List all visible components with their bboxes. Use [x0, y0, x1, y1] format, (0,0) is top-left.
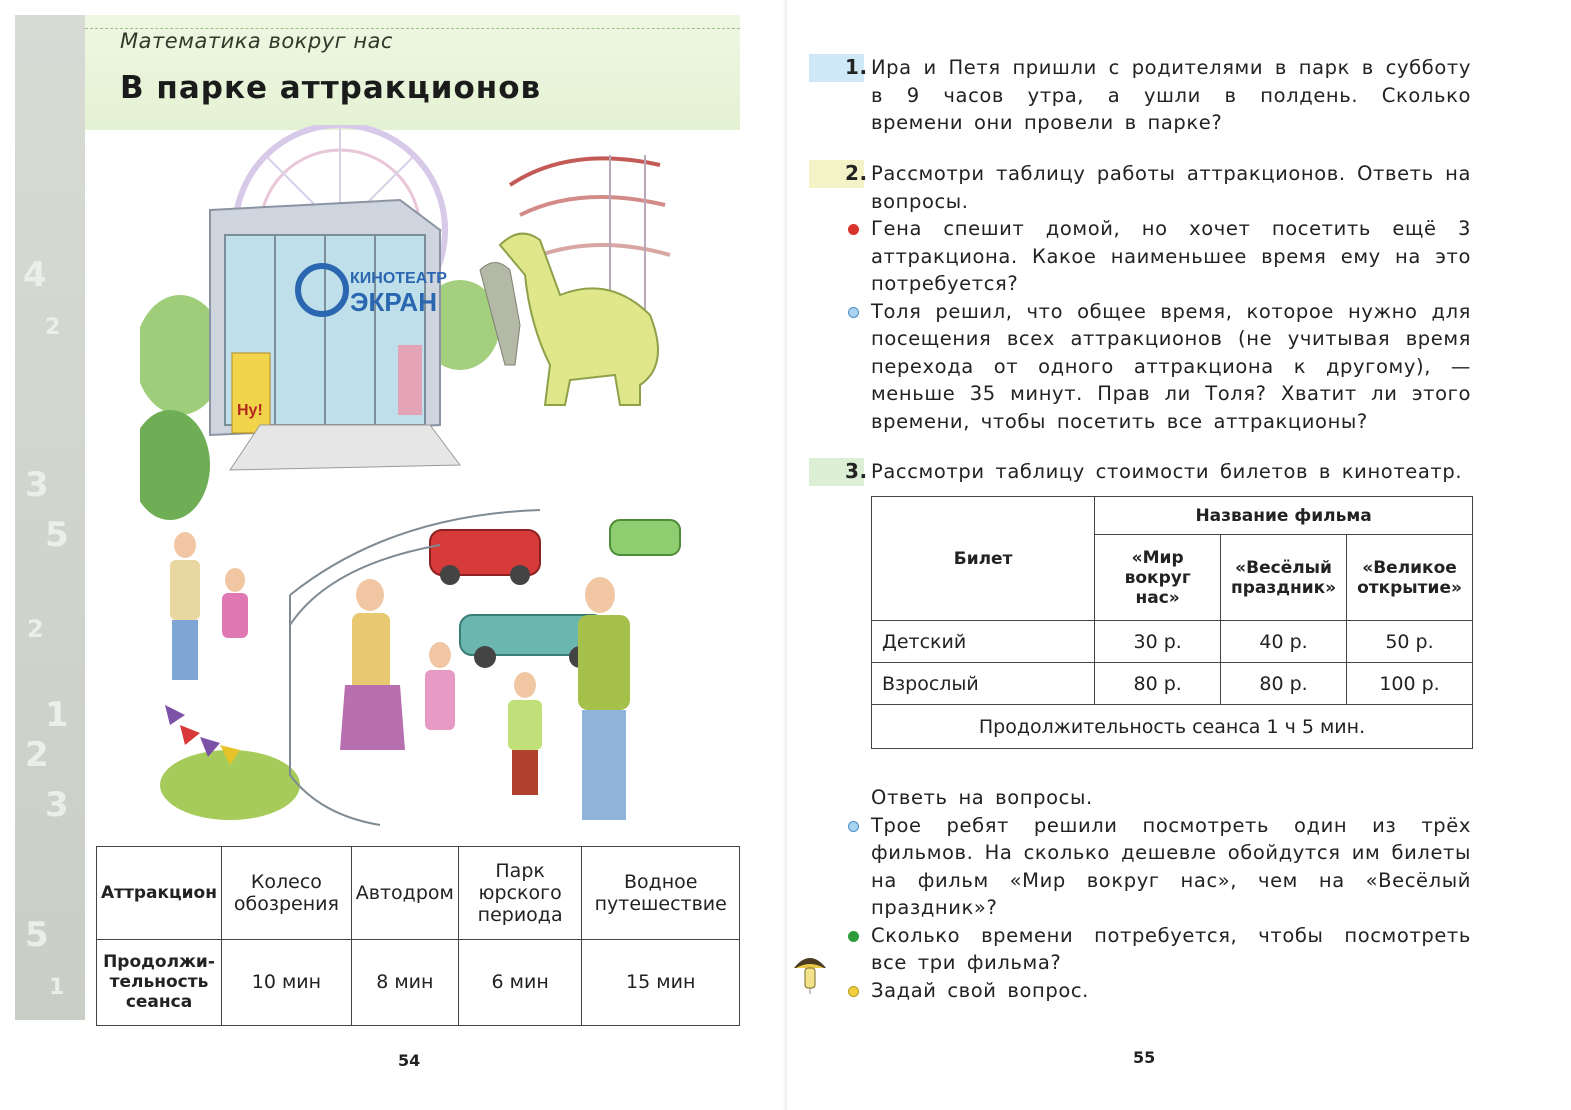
table-row — [872, 497, 1473, 535]
price-cell: 40 р. — [1221, 621, 1347, 663]
cinema-sign-word: КИНОТЕАТР — [350, 270, 447, 287]
film-name: «Великое открытие» — [1347, 535, 1473, 621]
question-item: Задай свой вопрос. — [871, 977, 1471, 1005]
duration-cell: 15 мин — [582, 939, 740, 1025]
task-1 — [845, 54, 1471, 137]
task-3 — [845, 458, 1471, 486]
table-row — [872, 705, 1473, 749]
table-row — [872, 663, 1473, 705]
attractions-table — [96, 846, 740, 1026]
table-row — [872, 621, 1473, 663]
task-2 — [845, 160, 1471, 435]
film-name: «Весёлый праздник» — [1221, 535, 1347, 621]
poster-text: Ну! — [237, 402, 263, 419]
price-cell: 30 р. — [1095, 621, 1221, 663]
decorative-margin-strip: 4 2 3 5 2 1 2 3 5 1 — [15, 15, 85, 1020]
task-text: Рассмотри таблицу стоимости билетов в кинотеатр. — [871, 460, 1463, 483]
page-title: В парке аттракционов — [120, 70, 542, 106]
duration-cell: 10 мин — [222, 939, 352, 1025]
left-page — [0, 0, 785, 1110]
ticket-header: Билет — [872, 497, 1095, 621]
yellow-dot-icon — [848, 986, 859, 997]
row-header-attraction: Аттракцион — [97, 847, 222, 940]
question-item: Толя решил, что общее время, которое нужно для посещения всех аттракционов (не учитывая время перехода от одного аттракциона к другому), — меньше 35 минут. Прав ли Толя? Хватит ли этого времени, чтобы посетить все аттракционы? — [871, 298, 1471, 436]
film-name: «Мир вокруг нас» — [1095, 535, 1221, 621]
attraction-name: Водное путешествие — [582, 847, 740, 940]
cinema-sign-name: ЭКРАН — [350, 287, 437, 317]
ticket-price-table — [871, 496, 1473, 749]
question-item: Трое ребят решили посмотреть один из трёх фильмов. На сколько дешевле обойдутся им билеты на фильм «Мир вокруг нас», чем на «Весёлый праздник»? — [871, 812, 1471, 922]
blue-dot-icon — [848, 307, 859, 318]
red-dot-icon — [848, 224, 859, 235]
price-cell: 80 р. — [1095, 663, 1221, 705]
green-dot-icon — [848, 931, 859, 942]
dinosaur-statue — [480, 234, 658, 405]
table-row — [97, 847, 740, 940]
cinema-building — [210, 200, 460, 470]
question-item: Сколько времени потребуется, чтобы посмотреть все три фильма? — [871, 922, 1471, 977]
attraction-name: Колесо обозрения — [222, 847, 352, 940]
page-number-left: 54 — [398, 1051, 421, 1070]
price-cell: 100 р. — [1347, 663, 1473, 705]
price-cell: 80 р. — [1221, 663, 1347, 705]
film-header: Название фильма — [1095, 497, 1473, 535]
session-duration: Продолжительность сеанса 1 ч 5 мин. — [872, 705, 1473, 749]
blue-dot-icon — [848, 821, 859, 832]
ticket-type: Взрослый — [872, 663, 1095, 705]
mushroom-icon — [792, 948, 828, 994]
task-number: 2. — [845, 161, 868, 185]
answer-prompt: Ответь на вопросы. — [871, 786, 1093, 809]
duration-cell: 8 мин — [351, 939, 458, 1025]
question-item: Гена спешит домой, но хочет посетить ещё 3 аттракциона. Какое наименьшее время ему на это потребуется? — [871, 215, 1471, 298]
task-text: Ира и Петя пришли с родителями в парк в субботу в 9 часов утра, а ушли в полдень. Сколько времени они провели в парке? — [871, 56, 1471, 134]
page-number-right: 55 — [1133, 1048, 1156, 1067]
price-cell: 50 р. — [1347, 621, 1473, 663]
task-3-questions — [871, 784, 1471, 1004]
table-row — [97, 939, 740, 1025]
task-number: 1. — [845, 55, 868, 79]
attraction-name: Автодром — [351, 847, 458, 940]
section-label: Математика вокруг нас — [120, 29, 393, 53]
amusement-park-illustration — [140, 125, 700, 840]
bumper-cars — [430, 520, 680, 668]
duration-cell: 6 мин — [458, 939, 582, 1025]
row-header-duration: Продолжи-тельность сеанса — [97, 939, 222, 1025]
task-text: Рассмотри таблицу работы аттракционов. Ответь на вопросы. — [871, 162, 1471, 213]
attraction-name: Парк юрского периода — [458, 847, 582, 940]
task-number: 3. — [845, 459, 868, 483]
ticket-type: Детский — [872, 621, 1095, 663]
